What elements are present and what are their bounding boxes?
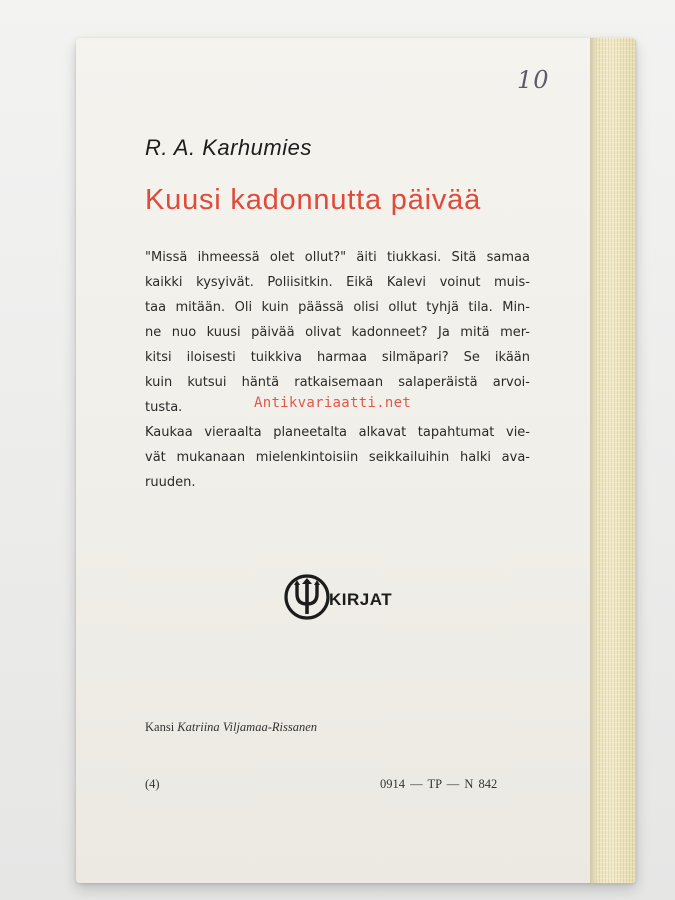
watermark-text: Antikvariaatti.net	[254, 395, 412, 411]
blurb-line: taa mitään. Oli kuin päässä olisi ollut tyhjä tila. Min-	[145, 300, 530, 315]
blurb-line: Kaukaa vieraalta planeetalta alkavat tapahtumat vie-	[145, 425, 530, 440]
blurb-line: "Missä ihmeessä olet ollut?" äiti tiukkasi. Sitä samaa	[145, 250, 530, 265]
cover-credit	[145, 720, 317, 735]
cover-artist-name: Katriina Viljamaa-Rissanen	[177, 720, 317, 734]
publisher-logo	[282, 570, 392, 624]
book-title: Kuusi kadonnutta päivää	[145, 184, 482, 216]
cover-credit-prefix: Kansi	[145, 720, 175, 734]
wsoy-trident-icon	[286, 576, 328, 618]
blurb-line: tusta.	[145, 400, 183, 415]
blurb-line: ne nuo kuusi päivää olivat kadonneet? Ja mitä mer-	[145, 325, 530, 340]
publisher-logo-text: KIRJAT	[329, 590, 392, 609]
blurb-line: kuin kutsui häntä ratkaisemaan salaperäistä arvoi-	[145, 375, 530, 390]
book-back-cover	[76, 38, 636, 883]
blurb-text	[145, 245, 530, 495]
catalog-code: 0914 — TP — N 842	[380, 777, 498, 791]
blurb-line: vät mukanaan mielenkintoisiin seikkailuihin halki ava-	[145, 450, 530, 465]
blurb-line: kaikki kysyivät. Poliisitkin. Eikä Kalevi voinut muis-	[145, 275, 530, 290]
print-number: (4)	[145, 777, 160, 791]
cover-panel	[76, 38, 590, 883]
blurb-line: ruuden.	[145, 475, 196, 490]
handwritten-price-note: 10	[517, 66, 550, 94]
book-spine	[596, 38, 636, 883]
blurb-line: kitsi iloisesti tuikkiva harmaa silmäpari? Se ikään	[145, 350, 530, 365]
author-name: R. A. Karhumies	[145, 135, 312, 160]
